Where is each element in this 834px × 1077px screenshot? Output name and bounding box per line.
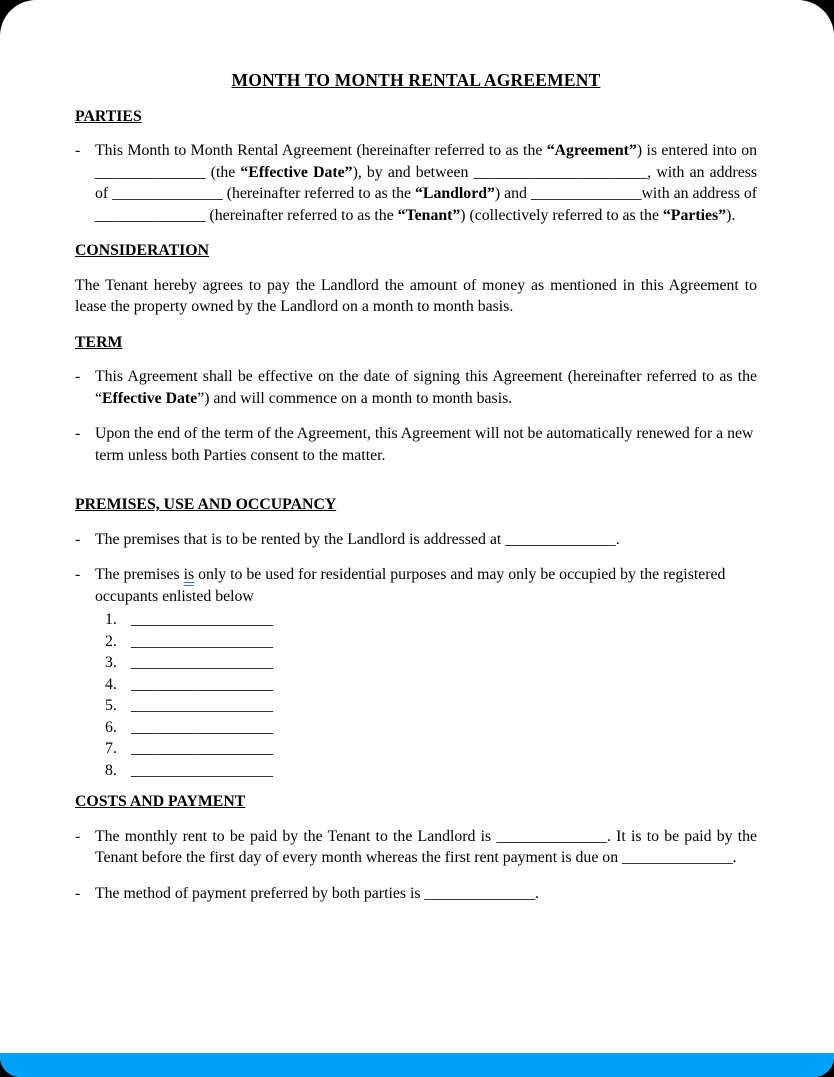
blank-line: __________________ bbox=[131, 611, 274, 628]
bold-defined-term: “Parties” bbox=[662, 206, 727, 224]
list-number: 1. bbox=[105, 611, 117, 628]
bold-defined-term: “Effective Date” bbox=[240, 163, 353, 181]
numbered-list-item bbox=[105, 760, 757, 782]
list-number: 8. bbox=[105, 761, 117, 779]
grammar-flagged-word: is bbox=[183, 566, 195, 583]
blank-line: __________________ bbox=[131, 675, 274, 693]
bullet-item bbox=[75, 529, 757, 551]
bullet-marker: - bbox=[75, 142, 81, 159]
bullet-text: The premises is only to be used for residential purposes and may only be occupied by the registered occupants enlisted below bbox=[95, 566, 726, 605]
bullet-text: This Agreement shall be effective on the date of signing this Agreement (hereinafter referred to as the “Effective Date”) and will commence on a month to month basis. bbox=[95, 368, 757, 407]
bullet-text: The premises that is to be rented by the Landlord is addressed at ______________. bbox=[95, 530, 620, 548]
bullet-marker: - bbox=[75, 884, 81, 902]
bullet-marker: - bbox=[75, 368, 81, 385]
bullet-item bbox=[75, 883, 757, 905]
numbered-list-item bbox=[105, 717, 757, 739]
bullet-marker: - bbox=[75, 425, 81, 442]
list-number: 5. bbox=[105, 697, 117, 714]
list-number: 2. bbox=[105, 632, 117, 650]
paragraph: The Tenant hereby agrees to pay the Landlord the amount of money as mentioned in this Agreement to lease the property owned by the Landlord on a month to month basis. bbox=[75, 276, 757, 315]
bullet-item bbox=[75, 140, 757, 226]
bullet-text: The monthly rent to be paid by the Tenant to the Landlord is ______________. It is to be paid by the Tenant before the first day of every month whereas the first rent payment is due on ______________. bbox=[95, 827, 757, 866]
bullet-marker: - bbox=[75, 530, 81, 548]
numbered-list-item bbox=[105, 695, 757, 717]
bullet-text: This Month to Month Rental Agreement (hereinafter referred to as the “Agreement”) is entered into on ______________ (the “Effective Date”), by and between ______________________, with an address of ______________ (hereinafter referred to as the “Landlord”) and ______________with an address of ______________ (hereinafter referred to as the “Tenant”) (collectively referred to as the “Parties”). bbox=[95, 142, 758, 224]
blank-line: __________________ bbox=[131, 740, 274, 757]
blank-line: __________________ bbox=[131, 718, 274, 736]
bullet-text: The method of payment preferred by both parties is ______________. bbox=[95, 884, 539, 902]
blank-line: __________________ bbox=[131, 697, 274, 714]
document-title: MONTH TO MONTH RENTAL AGREEMENT bbox=[231, 70, 601, 90]
bold-defined-term: Effective Date bbox=[102, 389, 198, 407]
occupants-numbered-list bbox=[105, 609, 757, 781]
numbered-list-item bbox=[105, 609, 757, 631]
section-heading: PARTIES bbox=[75, 107, 142, 125]
document-body bbox=[75, 106, 757, 905]
bullet-item bbox=[75, 564, 757, 607]
bullet-item bbox=[75, 826, 757, 869]
numbered-list-item bbox=[105, 652, 757, 674]
bullet-text: Upon the end of the term of the Agreement, this Agreement will not be automatically renewed for a new term unless both Parties consent to the matter. bbox=[95, 425, 754, 464]
blank-line: __________________ bbox=[131, 761, 274, 779]
section-heading: COSTS AND PAYMENT bbox=[75, 793, 246, 810]
list-number: 4. bbox=[105, 675, 117, 693]
blank-line: __________________ bbox=[131, 654, 274, 671]
blank-line: __________________ bbox=[131, 632, 274, 650]
bold-defined-term: “Tenant” bbox=[397, 206, 461, 224]
section-heading: PREMISES, USE AND OCCUPANCY bbox=[75, 496, 337, 513]
footer-accent-bar bbox=[0, 1053, 834, 1077]
bullet-marker: - bbox=[75, 827, 81, 845]
numbered-list-item bbox=[105, 631, 757, 653]
numbered-list-item bbox=[105, 674, 757, 696]
bold-defined-term: “Agreement” bbox=[546, 142, 637, 159]
section-heading: CONSIDERATION bbox=[75, 242, 210, 259]
list-number: 7. bbox=[105, 740, 117, 757]
bullet-item bbox=[75, 423, 757, 466]
bullet-marker: - bbox=[75, 566, 81, 583]
bullet-item bbox=[75, 366, 757, 409]
bold-defined-term: “Landlord” bbox=[415, 185, 495, 202]
list-number: 6. bbox=[105, 718, 117, 736]
numbered-list-item bbox=[105, 738, 757, 760]
section-heading: TERM bbox=[75, 333, 123, 351]
list-number: 3. bbox=[105, 654, 117, 671]
